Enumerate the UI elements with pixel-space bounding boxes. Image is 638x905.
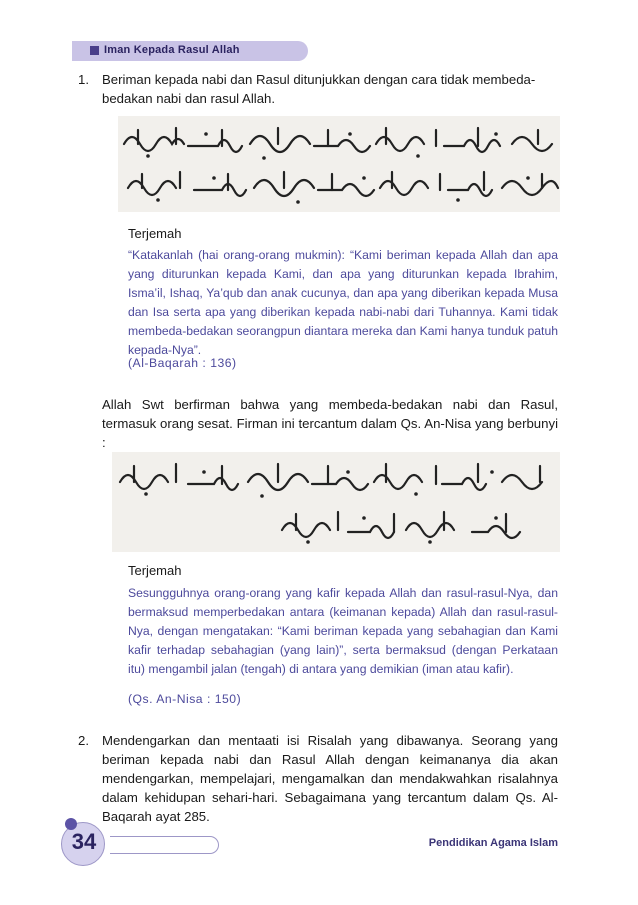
chapter-header-title: Iman Kepada Rasul Allah bbox=[104, 44, 240, 56]
verse-reference-2: (Qs. An-Nisa : 150) bbox=[128, 692, 242, 706]
verse-reference-1: (Al-Baqarah : 136) bbox=[128, 356, 237, 370]
page-number: 34 bbox=[71, 829, 97, 854]
arabic-verse-image-2 bbox=[112, 452, 560, 552]
book-title: Pendidikan Agama Islam bbox=[428, 837, 558, 849]
translation-label: Terjemah bbox=[128, 563, 182, 578]
item-1-line-1: Beriman kepada nabi dan Rasul ditunjukkan dengan cara tidak membeda- bbox=[102, 72, 536, 87]
header-bullet-icon bbox=[90, 46, 99, 55]
footer-bar bbox=[110, 836, 219, 854]
item-1-line-2: bedakan nabi dan rasul Allah. bbox=[102, 91, 276, 106]
translation-text-1: “Katakanlah (hai orang-orang mukmin): “Kami beriman kepada Allah dan apa yang diturunkan kepada Kami, dan apa yang diturunkan kepada Ibrahim, Isma’il, Ishaq, Ya’qub dan anak cucunya, dan apa yang diberikan kepada Musa dan Isa serta apa yang diberikan kepada nabi-nabi dari Tuhannya. Kami tidak membeda-bedakan seorangpun diantara mereka dan Kami hanya tunduk patuh kepada-Nya”. bbox=[128, 248, 558, 357]
item-2-text: Mendengarkan dan mentaati isi Risalah yang dibawanya. Seorang yang beriman kepada nabi dan Rasul Allah dengan keimananya dia akan mendengarkan, mempelajari, mengamalkan dan mendakwahkan risalahnya dalam kehidupan sehari-hari. Sebagaimana yang tercantum dalam Qs. Al-Baqarah ayat 285. bbox=[102, 733, 558, 824]
arabic-verse-image-1 bbox=[118, 116, 560, 212]
translation-text-2: Sesungguhnya orang-orang yang kafir kepada Allah dan rasul-rasul-Nya, dan bermaksud memperbedakan antara (keimanan kepada) Allah dan rasul-rasul-Nya, dengan mengatakan: “Kami beriman kepada yang sebahagian dan Kami kafir terhadap sebahagian (yang lain)”, serta bermaksud (dengan Perkataan itu) mengambil jalan (tengah) di antara yang demikian (iman atau kafir). bbox=[128, 586, 558, 676]
item-number: 2. bbox=[78, 733, 89, 748]
item-1-text bbox=[102, 70, 558, 108]
translation-label: Terjemah bbox=[128, 226, 182, 241]
item-number: 1. bbox=[78, 72, 89, 87]
intro-paragraph-2: Allah Swt berfirman bahwa yang membeda-bedakan nabi dan Rasul, termasuk orang sesat. Firman ini tercantum dalam Qs. An-Nisa yang berbunyi : bbox=[102, 397, 558, 450]
